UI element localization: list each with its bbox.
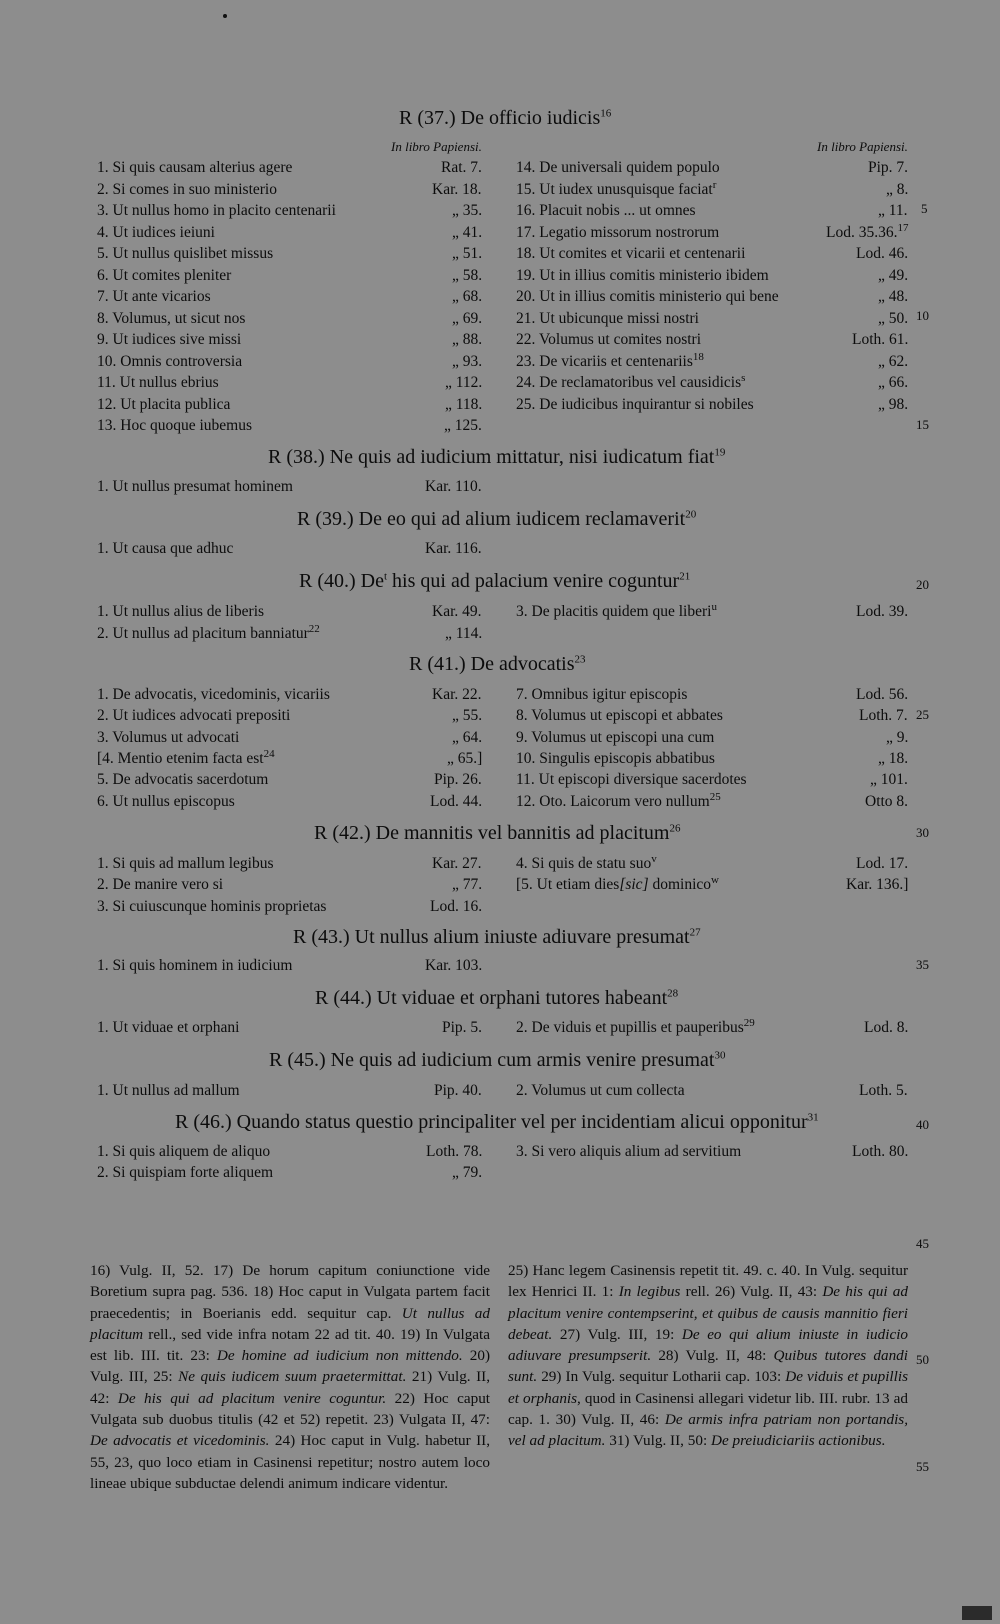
r46-right-reference: Loth. 80. (852, 1143, 909, 1160)
footnote: 21) Vulg. II, 42: De his qui ad placitum venire coguntur. (90, 1368, 491, 1407)
r41-left-reference: „ 55. (452, 707, 483, 725)
superscript-marker: 19 (714, 446, 726, 459)
superscript-marker: 25 (709, 790, 721, 803)
r41-right-item: 9. Volumus ut episcopi una cum (516, 728, 715, 746)
r46-right-item: 3. Si vero aliquis alium ad servitium (516, 1143, 742, 1160)
r37-right-item: 17. Legatio missorum nostrorum (516, 223, 720, 241)
r45-right-reference: Loth. 5. (859, 1082, 908, 1099)
r37-right-item: 19. Ut in illius comitis ministerio ibidem (516, 266, 769, 284)
r40-right-item: 3. De placitis quidem que liberi$^u$ (516, 600, 717, 620)
r37-left-item: 10. Omnis controversia (97, 352, 243, 370)
r38-left-item: 1. Ut nullus presumat hominem (97, 478, 293, 495)
superscript-marker: r (712, 178, 717, 191)
r41-left-item: 2. Ut iudices advocati prepositi (97, 707, 291, 725)
r46-left-item: 1. Si quis aliquem de aliquo (97, 1143, 271, 1160)
r37-left-reference: „ 41. (452, 223, 483, 241)
r42-left-item: 1. Si quis ad mallum legibus (97, 855, 274, 872)
r41-left-item: 3. Volumus ut advocati (97, 728, 240, 746)
superscript-marker: u (711, 600, 717, 613)
footnote-italic: De homine ad iudicium non mittendo. (216, 1347, 463, 1365)
heading-r41: R (41.) De advocatis$^{23}$ (409, 653, 586, 675)
footnote: 24) Hoc caput in Vulg. habetur II, 55, 23, quo loco etiam in Casinensi repetitur; nostro autem loco lineae ubique subductae delendi animum indicare videntur. (90, 1432, 491, 1492)
heading-r42: R (42.) De mannitis vel bannitis ad placitum$^{26}$ (314, 822, 681, 844)
r41-right-item: 11. Ut episcopi diversique sacerdotes (516, 771, 747, 789)
footnote: 20) Vulg. III, 25: Ne quis iudicem suum praetermittat. (90, 1347, 491, 1386)
r41-left-reference: Pip. 26. (434, 771, 482, 789)
heading-r37: R (37.) De officio iudicis$^{16}$ (399, 107, 612, 129)
r41-right-item: 7. Omnibus igitur episcopis (516, 686, 688, 703)
heading-r38: R (38.) Ne quis ad iudicium mittatur, nisi iudicatum fiat$^{19}$ (268, 446, 726, 468)
r37-left-item: 6. Ut comites pleniter (97, 266, 232, 284)
superscript-marker: 21 (679, 570, 691, 583)
r37-right-item: 16. Placuit nobis ... ut omnes (516, 202, 696, 219)
r37-left-reference: „ 93. (452, 352, 483, 370)
r46-left-reference: „ 79. (452, 1164, 483, 1181)
r37-left-item: 3. Ut nullus homo in placito centenarii (97, 202, 336, 219)
footnote-italic: De his qui ad placitum venire coguntur. (117, 1389, 387, 1407)
r40-left-reference: Kar. 49. (432, 603, 482, 620)
r42-right-reference: Lod. 17. (856, 855, 909, 872)
r42-left-item: 3. Si cuiuscunque hominis proprietas (97, 897, 327, 915)
r42-left-reference: Kar. 27. (432, 855, 482, 872)
footnote-italic: In legibus (618, 1283, 681, 1301)
margin-line-number: 40 (916, 1117, 929, 1132)
r37-right-reference: „ 98. (878, 395, 909, 413)
heading-r40: R (40.) De$^t$ his qui ad palacium venire coguntur$^{21}$ (299, 570, 691, 592)
r37-right-item: 14. De universali quidem populo (516, 159, 720, 176)
margin-line-number: 50 (916, 1352, 929, 1367)
superscript-marker: v (651, 852, 657, 865)
r41-right-reference: „ 9. (886, 728, 909, 746)
r42-right-reference: Kar. 136.] (846, 876, 909, 894)
source-label-right: In libro Papiensi. (817, 139, 908, 154)
r37-right-item: 21. Ut ubicunque missi nostri (516, 309, 699, 327)
r40-right-reference: Lod. 39. (856, 603, 909, 620)
r37-right-item: 25. De iudicibus inquirantur si nobiles (516, 395, 754, 413)
r37-right-item: 24. De reclamatoribus vel causidicis$^s$ (516, 371, 746, 391)
r37-right-reference: „ 8. (886, 180, 909, 198)
footnote: 23) Vulgata II, 47: De advocatis et vicedominis. (90, 1411, 490, 1450)
footnotes-left-column (90, 1260, 490, 1494)
r37-right-reference: Lod. 46. (856, 245, 909, 262)
footnote: 27) Vulg. III, 19: De eo qui alium iniuste in iudicio adiuvare presumpserit. (508, 1325, 909, 1365)
r41-left-item: 1. De advocatis, vicedominis, vicariis (97, 686, 330, 703)
r37-left-reference: „ 68. (452, 288, 483, 305)
footnote: 29) In Vulg. sequitur Lotharii cap. 103: De viduis et pupillis et orphanis, quod in Casinensi allegari videtur lib. III. rubr. 13 ad cap. 1. (508, 1368, 908, 1429)
r37-right-reference: Lod. 35.36.17 (826, 221, 909, 241)
superscript-marker: 26 (669, 822, 681, 835)
r37-left-item: 13. Hoc quoque iubemus (97, 417, 252, 434)
footnote: 26) Vulg. II, 43: De his qui ad placitum venire contempserint, et quibus de causis mannitio fieri debeat. (508, 1283, 908, 1343)
r37-right-item: 20. Ut in illius comitis ministerio qui bene (516, 288, 779, 305)
r43-left-item: 1. Si quis hominem in iudicium (97, 957, 293, 974)
superscript-marker: 31 (807, 1111, 819, 1124)
margin-line-number: 25 (916, 707, 929, 722)
source-label-left: In libro Papiensi. (391, 139, 482, 154)
r41-right-reference: Lod. 56. (856, 686, 909, 703)
superscript-marker: 27 (689, 926, 701, 939)
margin-line-number: 35 (916, 957, 929, 972)
r41-left-item: 6. Ut nullus episcopus (97, 792, 235, 810)
r37-right-reference: „ 48. (878, 288, 909, 305)
r45-left-item: 1. Ut nullus ad mallum (97, 1082, 240, 1099)
superscript-marker: 22 (308, 622, 320, 635)
r37-left-item: 2. Si comes in suo ministerio (97, 180, 277, 198)
r37-left-reference: „ 112. (445, 374, 483, 391)
r37-left-reference: Rat. 7. (441, 159, 482, 176)
footnote: 31) Vulg. II, 50: De preiudiciariis actionibus. (609, 1432, 886, 1450)
margin-line-number: 30 (916, 825, 929, 840)
r42-right-item: 4. Si quis de statu suo$^v$ (516, 852, 657, 872)
r37-right-item: 22. Volumus ut comites nostri (516, 331, 702, 348)
r41-right-reference: „ 18. (878, 749, 909, 767)
footnote: 30) Vulg. II, 46: De armis infra patriam non portandis, vel ad placitum. (508, 1411, 908, 1450)
margin-line-number: 15 (916, 417, 929, 432)
r39-left-item: 1. Ut causa que adhuc (97, 540, 234, 557)
r37-left-reference: „ 69. (452, 309, 483, 327)
r44-right-item: 2. De viduis et pupillis et pauperibus$^{29}$ (516, 1016, 755, 1036)
r41-left-reference: „ 64. (452, 728, 483, 746)
footnote-italic: De viduis et pupillis et orphanis (508, 1368, 908, 1407)
r37-right-reference: Loth. 61. (852, 331, 909, 348)
footnote-italic: De advocatis et vicedominis. (90, 1432, 270, 1450)
dfg-logo (962, 1606, 992, 1620)
superscript-marker: 20 (685, 508, 697, 521)
r41-left-reference: „ 65.] (447, 749, 483, 767)
r41-right-reference: Loth. 7. (859, 707, 908, 725)
r42-right-item: [5. Ut etiam dies[sic] dominico$^w$ (516, 874, 719, 894)
speck (223, 14, 227, 18)
r41-right-item: 12. Oto. Laicorum vero nullum$^{25}$ (516, 790, 721, 810)
r37-left-item: 12. Ut placita publica (97, 395, 231, 413)
footnote-italic: De his qui ad placitum venire contempserint, et quibus de causis mannitio fieri debeat. (508, 1283, 908, 1343)
heading-r45: R (45.) Ne quis ad iudicium cum armis venire presumat$^{30}$ (269, 1049, 726, 1071)
r37-right-item: 15. Ut iudex unusquisque faciat$^r$ (516, 178, 717, 198)
r37-left-item: 5. Ut nullus quislibet missus (97, 245, 274, 262)
margin-line-number: 10 (916, 308, 929, 323)
r42-left-item: 2. De manire vero si (97, 876, 224, 894)
footnote: 25) Hanc legem Casinensis repetit tit. 49. c. 40. In Vulg. sequitur lex Henrici II. 1: In legibus rell. (508, 1262, 908, 1301)
item-italic: [sic] (619, 876, 649, 894)
r40-left-reference: „ 114. (445, 624, 483, 642)
r44-left-item: 1. Ut viduae et orphani (97, 1019, 240, 1036)
footnote-italic: De eo qui alium iniuste in iudicio adiuvare presumpserit. (508, 1325, 909, 1365)
r46-left-item: 2. Si quispiam forte aliquem (97, 1164, 274, 1181)
footnote: 22) Hoc caput Vulgata sub duobus titulis (42 et 52) repetit. (90, 1389, 491, 1429)
superscript-marker: 16 (600, 107, 612, 120)
superscript-marker: w (711, 874, 719, 887)
superscript-marker: 24 (263, 747, 275, 760)
margin-line-number: 55 (916, 1459, 929, 1474)
footnote: 16) Vulg. II, 52. (90, 1262, 204, 1279)
r41-left-reference: Kar. 22. (432, 686, 482, 703)
r37-left-reference: „ 58. (452, 266, 483, 284)
footnote-italic: De armis infra patriam non portandis, vel ad placitum. (508, 1411, 908, 1450)
footnote: 17) De horum capitum coniunctione vide Boretium supra pag. 536. (90, 1262, 491, 1301)
r41-left-reference: Lod. 44. (430, 792, 483, 810)
r42-left-reference: Lod. 16. (430, 897, 483, 915)
r41-left-item: [4. Mentio etenim facta est$^{24}$ (97, 747, 275, 767)
r41-left-item: 5. De advocatis sacerdotum (97, 771, 269, 789)
heading-r39: R (39.) De eo qui ad alium iudicem reclamaverit$^{20}$ (297, 508, 697, 530)
r37-left-item: 7. Ut ante vicarios (97, 288, 211, 305)
r37-left-item: 1. Si quis causam alterius agere (97, 159, 293, 176)
r37-left-reference: „ 125. (444, 417, 482, 434)
r42-left-reference: „ 77. (452, 876, 483, 894)
footnotes-right-column (508, 1260, 908, 1452)
r37-right-reference: Pip. 7. (868, 159, 909, 176)
r37-right-reference: „ 62. (878, 352, 909, 370)
footnote-italic: De preiudiciariis actionibus. (710, 1432, 886, 1450)
heading-r44: R (44.) Ut viduae et orphani tutores habeant$^{28}$ (315, 987, 679, 1009)
superscript-marker: t (383, 570, 388, 583)
superscript-marker: 29 (743, 1016, 755, 1029)
footnote: 19) In Vulgata est lib. III. tit. 23: De homine ad iudicium non mittendo. (90, 1325, 490, 1365)
footnote: 28) Vulg. II, 48: Quibus tutores dandi sunt. (508, 1347, 908, 1386)
r45-left-reference: Pip. 40. (434, 1082, 482, 1099)
r45-right-item: 2. Volumus ut cum collecta (516, 1082, 685, 1099)
heading-r46: R (46.) Quando status questio principaliter vel per incidentiam alicui opponitur$^{31}$ (175, 1111, 819, 1133)
r44-right-reference: Lod. 8. (864, 1019, 909, 1036)
superscript-marker: 28 (667, 987, 679, 1000)
r37-left-reference: „ 88. (452, 331, 483, 348)
footnote-italic: Quibus tutores dandi sunt. (508, 1347, 908, 1386)
heading-r43: R (43.) Ut nullus alium iniuste adiuvare presumat$^{27}$ (293, 926, 701, 948)
r37-right-reference: „ 49. (878, 266, 909, 284)
margin-line-number: 20 (916, 577, 929, 592)
footnote-italic: Ut nullus ad placitum (90, 1304, 490, 1343)
r37-left-reference: Kar. 18. (432, 180, 482, 198)
r46-left-reference: Loth. 78. (426, 1143, 483, 1160)
margin-line-number: 45 (916, 1236, 929, 1251)
r37-right-reference: „ 50. (878, 309, 909, 327)
footnote: 18) Hoc caput in Vulgata partem facit praecedentis; in Boerianis edd. sequitur cap. Ut nullus ad placitum rell., sed vide infra notam 22 ad tit. 40. (90, 1283, 490, 1343)
r41-right-reference: Otto 8. (865, 792, 909, 810)
r44-left-reference: Pip. 5. (442, 1019, 483, 1036)
r41-right-reference: „ 101. (870, 771, 908, 789)
margin-line-number: 5 (921, 201, 928, 216)
superscript-marker: 30 (714, 1049, 726, 1062)
r37-left-item: 9. Ut iudices sive missi (97, 331, 242, 348)
r37-right-reference: „ 66. (878, 374, 909, 391)
r39-left-reference: Kar. 116. (425, 540, 482, 557)
r37-left-item: 4. Ut iudices ieiuni (97, 223, 215, 241)
r37-right-reference: „ 11. (878, 202, 908, 219)
r43-left-reference: Kar. 103. (425, 957, 483, 974)
r38-left-reference: Kar. 110. (425, 478, 482, 495)
r37-left-item: 8. Volumus, ut sicut nos (97, 309, 246, 327)
r41-right-item: 10. Singulis episcopis abbatibus (516, 749, 715, 767)
r37-left-item: 11. Ut nullus ebrius (97, 374, 219, 391)
r37-right-item: 18. Ut comites et vicarii et centenarii (516, 245, 746, 262)
r37-right-item: 23. De vicariis et centenariis$^{18}$ (516, 350, 704, 370)
footnote-italic: Ne quis iudicem suum praetermittat. (178, 1368, 407, 1386)
superscript-marker: s (741, 371, 746, 384)
superscript-marker: 17 (897, 221, 909, 234)
r41-right-item: 8. Volumus ut episcopi et abbates (516, 707, 723, 725)
r37-left-reference: „ 118. (445, 395, 483, 413)
r40-left-item: 1. Ut nullus alius de liberis (97, 603, 265, 620)
superscript-marker: 18 (692, 350, 704, 363)
r37-left-reference: „ 35. (452, 202, 483, 219)
r40-left-item: 2. Ut nullus ad placitum banniatur$^{22}$ (97, 622, 320, 642)
superscript-marker: 23 (574, 653, 586, 666)
r37-left-reference: „ 51. (452, 245, 483, 262)
